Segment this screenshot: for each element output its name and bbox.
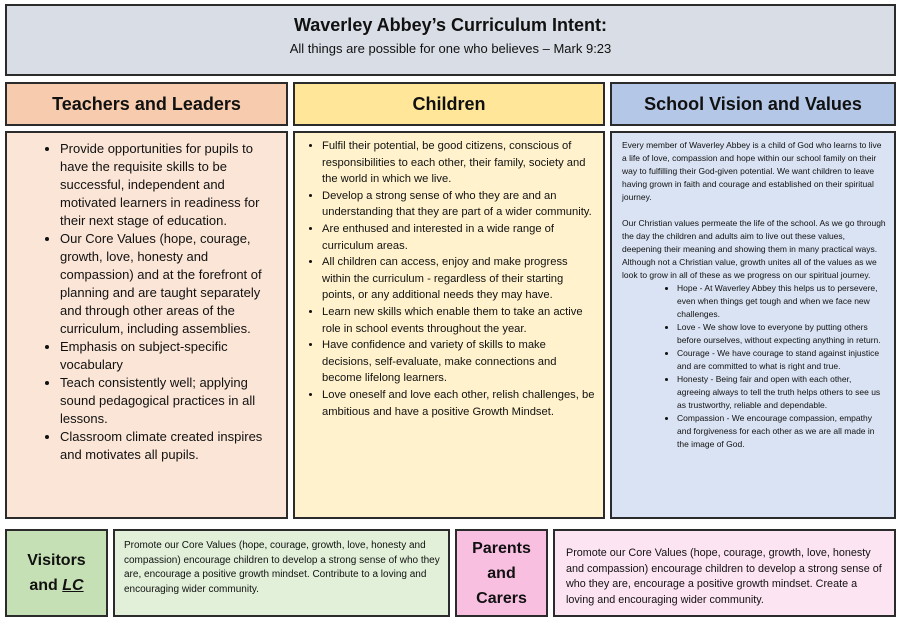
list-item: • Have confidence and variety of skills to make decisions, self-evaluate, make connections and become lifelong learners.	[322, 337, 595, 387]
parents-label-line2: and	[487, 564, 516, 582]
visitors-text: Promote our Core Values (hope, courage, growth, love, honesty and compassion) encourage children to develop a strong sense of who they are, encourage a positive growth mindset. Contribute to a loving and encouraging wider community.	[113, 529, 450, 617]
visitors-label-and: and	[29, 577, 58, 594]
list-item: • Learn new skills which enable them to take an active role in school events throughout the year.	[322, 304, 595, 337]
teachers-list	[7, 133, 286, 464]
list-item: • Classroom climate created inspires and motivates all pupils.	[60, 428, 276, 464]
teachers-panel	[5, 131, 288, 519]
parents-text: Promote our Core Values (hope, courage, growth, love, honesty and compassion) encourage children to develop a strong sense of who they are, encourage a positive growth mindset. Create a loving and encouraging wider community.	[553, 529, 896, 617]
parents-label-line1: Parents	[472, 539, 531, 557]
value-item-love: • Love - We show love to everyone by putting others before ourselves, without expecting anything in return.	[677, 321, 886, 347]
teachers-heading: Teachers and Leaders	[5, 82, 288, 126]
visitors-label-line2	[29, 573, 83, 598]
vision-panel	[610, 131, 896, 519]
visitors-label-line1: Visitors	[27, 552, 86, 569]
list-item: • Develop a strong sense of who they are and an understanding that they are part of a wider community.	[322, 188, 595, 221]
list-item: • Emphasis on subject-specific vocabulary	[60, 338, 276, 374]
page-subtitle: All things are possible for one who believes – Mark 9:23	[289, 41, 612, 56]
page-title: Waverley Abbey’s Curriculum Intent:	[293, 15, 608, 35]
parents-label-line3: Carers	[476, 589, 527, 607]
parents-label	[455, 529, 548, 617]
value-item-hope: • Hope - At Waverley Abbey this helps us to persevere, even when things get tough and when we face new challenges.	[677, 282, 886, 321]
value-item-honesty: • Honesty - Being fair and open with each other, agreeing always to tell the truth helps others to see us as trustworthy, reliable and dependable.	[677, 373, 886, 412]
values-list	[622, 282, 886, 451]
children-list	[295, 133, 603, 420]
list-item: • All children can access, enjoy and make progress within the curriculum - regardless of their starting points, or any additional needs they may have.	[322, 254, 595, 304]
list-item: • Provide opportunities for pupils to have the requisite skills to be successful, independent and motivated learners in readiness for their next stage of education.	[60, 140, 276, 230]
vision-heading: School Vision and Values	[610, 82, 896, 126]
visitors-label-lc: LC	[62, 577, 84, 594]
list-item: • Fulfil their potential, be good citizens, conscious of responsibilities to each other, their family, society and the world in which we live.	[322, 138, 595, 188]
value-item-courage: • Courage - We have courage to stand against injustice and are committed to what is right and true.	[677, 347, 886, 373]
visitors-label	[5, 529, 108, 617]
children-heading: Children	[293, 82, 605, 126]
list-item: • Teach consistently well; applying sound pedagogical practices in all lessons.	[60, 374, 276, 428]
list-item: • Are enthused and interested in a wide range of curriculum areas.	[322, 221, 595, 254]
values-paragraph: Our Christian values permeate the life of the school. As we go through the day the children and adults aim to live out these values, deepening their meaning and showing them in many practical ways. Although not a Christian value, growth unites all of the values as we look to grow in all of these as we progress on our spiritual journey.	[622, 218, 886, 280]
title-banner	[5, 4, 896, 76]
list-item: • Our Core Values (hope, courage, growth, love, honesty and compassion) and at the forefront of planning and are taught separately and through other areas of the curriculum, including assemblies.	[60, 230, 276, 338]
list-item: • Love oneself and love each other, relish challenges, be ambitious and have a positive Growth Mindset.	[322, 387, 595, 420]
vision-paragraph: Every member of Waverley Abbey is a child of God who learns to live a life of love, compassion and hope within our school family on their way to fulfilling their God-given potential. We want children to leave having grown in faith and courage and established on their spiritual journey.	[622, 140, 882, 202]
children-panel	[293, 131, 605, 519]
value-item-compassion: • Compassion - We encourage compassion, empathy and forgiveness for each other as we are all made in the image of God.	[677, 412, 886, 451]
